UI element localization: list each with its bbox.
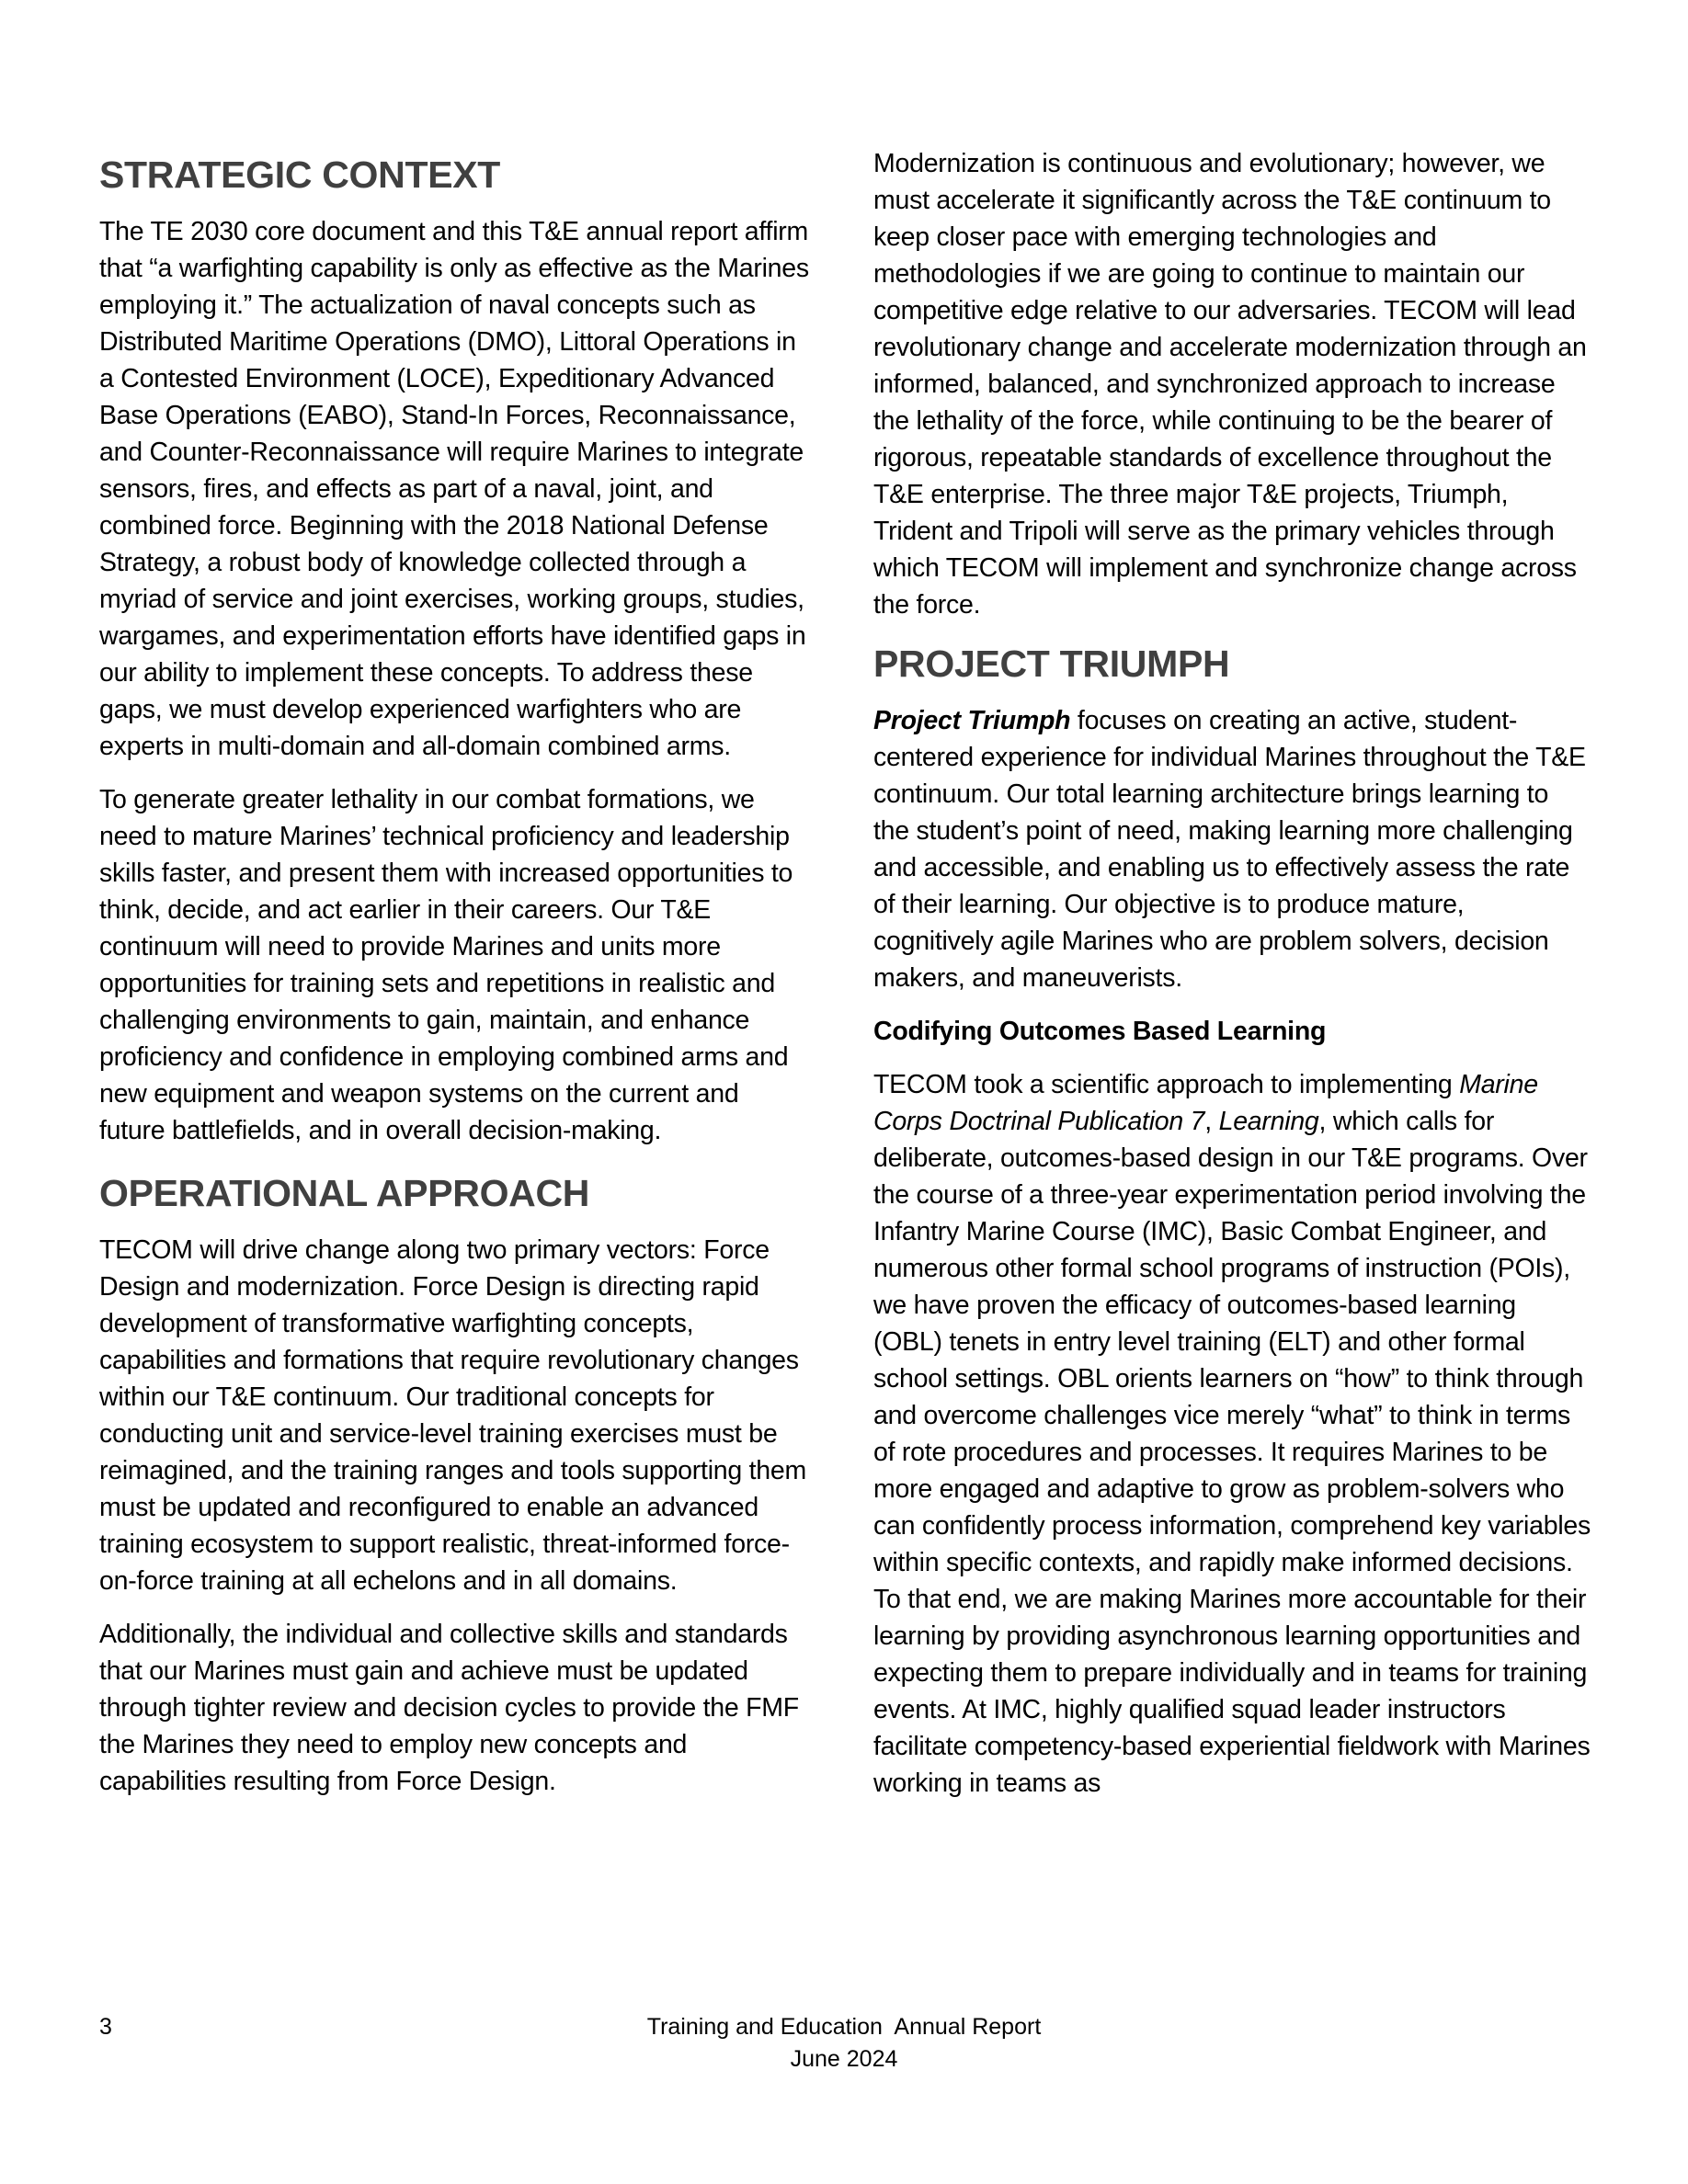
heading-strategic-context: STRATEGIC CONTEXT: [99, 154, 501, 196]
obl-publication-title: Marine Corps Doctrinal Publication 7: [873, 1070, 1538, 1136]
project-triumph-text: focuses on creating an active, student-centered experience for individual Marines throughout the T&E continuum. Our total learning architecture brings learning to the student’s point of need, making learning more challenging and accessible, and enabling us to effectively assess the rate of their learning. Our objective is to produce mature, cognitively agile Marines who are problem solvers, decision makers, and maneuverists.: [873, 706, 1586, 993]
left-column: [99, 151, 809, 1816]
paragraph-operational-approach-2: Additionally, the individual and collective skills and standards that our Marines must gain and achieve must be updated through tighter review and decision cycles to provide the FMF the Marines they need to employ new concepts and capabilities resulting from Force Design.: [99, 1620, 799, 1796]
obl-text-a: TECOM took a scientific approach to implementing: [873, 1070, 1460, 1099]
page-number: 3: [99, 2014, 112, 2040]
obl-publication-subtitle: Learning: [1218, 1107, 1319, 1136]
heading-operational-approach: OPERATIONAL APPROACH: [99, 1172, 590, 1214]
footer: [476, 2011, 1212, 2076]
paragraph-operational-approach-1: TECOM will drive change along two primary vectors: Force Design and modernization. Force Design is directing rapid development of transformative warfighting concepts, capabilities and formations that require revolutionary changes within our T&E continuum. Our traditional concepts for conducting unit and service-level training exercises must be reimagined, and the training ranges and tools supporting them must be updated and reconfigured to enable an advanced training ecosystem to support realistic, threat-informed force-on-force training at all echelons and in all domains.: [99, 1235, 807, 1596]
obl-text-b: ,: [1204, 1107, 1219, 1136]
subheading-codifying-obl: Codifying Outcomes Based Learning: [873, 1017, 1327, 1046]
paragraph-strategic-context-2: To generate greater lethality in our combat formations, we need to mature Marines’ technical proficiency and leadership skills faster, and present them with increased opportunities to think, decide, and act earlier in their careers. Our T&E continuum will need to provide Marines and units more opportunities for training sets and repetitions in realistic and challenging environments to gain, maintain, and enhance proficiency and confidence in employing combined arms and new equipment and weapon systems on the current and future battlefields, and in overall decision-making.: [99, 785, 793, 1145]
right-column: [873, 145, 1591, 1818]
paragraph-codifying-obl: [873, 1066, 1591, 1802]
heading-project-triumph: PROJECT TRIUMPH: [873, 643, 1230, 685]
paragraph-project-triumph: [873, 702, 1591, 996]
obl-text-c: , which calls for deliberate, outcomes-based design in our T&E programs. Over the course of a three-year experimentation period involving the Infantry Marine Course (IMC), Basic Combat Engineer, and numerous other formal school programs of instruction (POIs), we have proven the efficacy of outcomes-based learning (OBL) tenets in entry level training (ELT) and other formal school settings. OBL orients learners on “how” to think through and overcome challenges vice merely “what” to think in terms of rote procedures and processes. It requires Marines to be more engaged and adaptive to grow as problem-solvers who can confidently process information, comprehend key variables within specific contexts, and rapidly make informed decisions. To that end, we are making Marines more accountable for their learning by providing asynchronous learning opportunities and expecting them to prepare individually and in teams for training events. At IMC, highly qualified squad leader instructors facilitate competency-based experiential fieldwork with Marines working in teams as: [873, 1107, 1591, 1798]
project-triumph-lead: Project Triumph: [873, 706, 1071, 735]
footer-title: Training and Education Annual Report: [646, 2014, 1042, 2040]
paragraph-strategic-context-1: The TE 2030 core document and this T&E annual report affirm that “a warfighting capability is only as effective as the Marines employing it.” The actualization of naval concepts such as Distributed Maritime Operations (DMO), Littoral Operations in a Contested Environment (LOCE), Expeditionary Advanced Base Operations (EABO), Stand-In Forces, Reconnaissance, and Counter-Reconnaissance will require Marines to integrate sensors, fires, and effects as part of a naval, joint, and combined force. Beginning with the 2018 National Defense Strategy, a robust body of knowledge collected through a myriad of service and joint exercises, working groups, studies, wargames, and experimentation efforts have identified gaps in our ability to implement these concepts. To address these gaps, we must develop experienced warfighters who are experts in multi-domain and all-domain combined arms.: [99, 217, 809, 761]
footer-date: June 2024: [790, 2046, 898, 2072]
paragraph-modernization: Modernization is continuous and evolutionary; however, we must accelerate it significantly across the T&E continuum to keep closer pace with emerging technologies and methodologies if we are going to continue to maintain our competitive edge relative to our adversaries. TECOM will lead revolutionary change and accelerate modernization through an informed, balanced, and synchronized approach to increase the lethality of the force, while continuing to be the bearer of rigorous, repeatable standards of excellence throughout the T&E enterprise. The three major T&E projects, Triumph, Trident and Tripoli will serve as the primary vehicles through which TECOM will implement and synchronize change across the force.: [873, 149, 1587, 620]
